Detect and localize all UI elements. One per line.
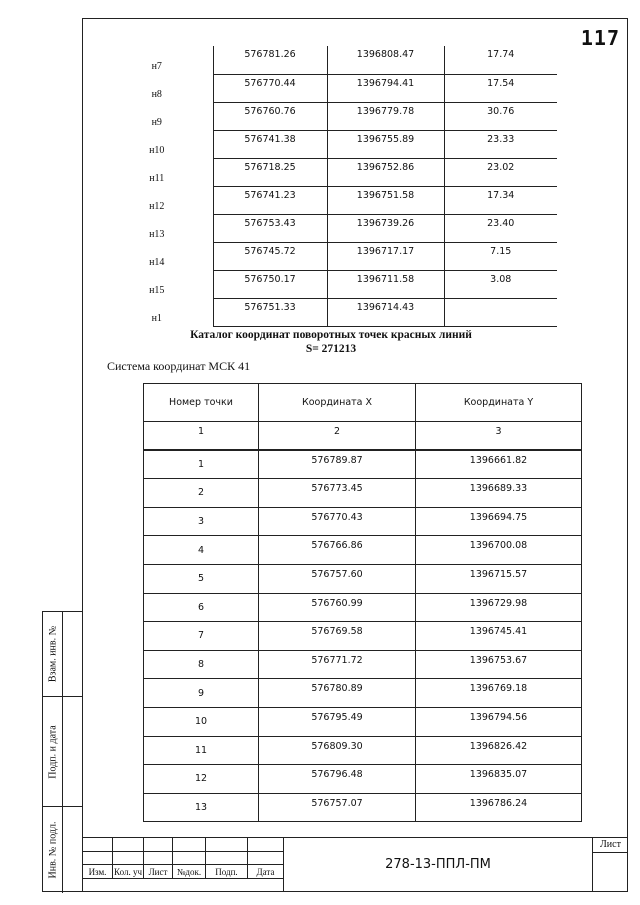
coord-x: 576789.87 <box>259 450 416 479</box>
coord-y: 1396714.43 <box>327 298 444 326</box>
coord-x: 576751.33 <box>213 298 327 326</box>
column-number: 1 <box>144 422 259 451</box>
table-row <box>101 214 557 242</box>
point-label: н9 <box>101 102 213 130</box>
point-number: 10 <box>144 707 259 736</box>
point-number: 12 <box>144 765 259 794</box>
coord-y: 1396711.58 <box>327 270 444 298</box>
distance: 23.33 <box>444 130 557 158</box>
coord-y: 1396694.75 <box>416 507 582 536</box>
coord-y: 1396729.98 <box>416 593 582 622</box>
coord-y: 1396779.78 <box>327 102 444 130</box>
point-label: н11 <box>101 158 213 186</box>
point-number: 9 <box>144 679 259 708</box>
coord-x: 576745.72 <box>213 242 327 270</box>
table-row <box>144 507 582 536</box>
margin-label-vzam: Взам. инв. № <box>47 625 58 683</box>
point-number: 5 <box>144 564 259 593</box>
table-row <box>144 650 582 679</box>
table-row <box>144 536 582 565</box>
document-code: 278-13-ППЛ-ПМ <box>283 837 593 892</box>
coord-y: 1396745.41 <box>416 622 582 651</box>
coord-x: 576773.45 <box>259 479 416 508</box>
top-coordinates-table <box>101 46 557 327</box>
binding-margin <box>42 611 82 892</box>
coord-x: 576757.60 <box>259 564 416 593</box>
table-header-row <box>144 384 582 422</box>
table-row <box>101 130 557 158</box>
point-label: н15 <box>101 270 213 298</box>
sheet-cell <box>593 837 628 892</box>
coord-x: 576769.58 <box>259 622 416 651</box>
coord-y: 1396751.58 <box>327 186 444 214</box>
point-label: н13 <box>101 214 213 242</box>
coord-y: 1396689.33 <box>416 479 582 508</box>
margin-label-inv: Инв. № подл. <box>47 821 58 879</box>
tb-label: Подп. <box>206 865 248 879</box>
coord-y: 1396717.17 <box>327 242 444 270</box>
coord-x: 576770.44 <box>213 74 327 102</box>
coord-y: 1396786.24 <box>416 793 582 822</box>
coord-y: 1396715.57 <box>416 564 582 593</box>
coord-y: 1396794.56 <box>416 707 582 736</box>
distance: 30.76 <box>444 102 557 130</box>
coord-y: 1396661.82 <box>416 450 582 479</box>
header-point-number: Номер точки <box>144 384 259 422</box>
distance <box>444 298 557 326</box>
point-label: н1 <box>101 298 213 326</box>
distance: 3.08 <box>444 270 557 298</box>
distance: 7.15 <box>444 242 557 270</box>
table-row <box>101 102 557 130</box>
catalog-table <box>143 383 582 822</box>
coord-x: 576766.86 <box>259 536 416 565</box>
point-number: 7 <box>144 622 259 651</box>
coord-y: 1396755.89 <box>327 130 444 158</box>
sheet-label: Лист <box>593 837 628 853</box>
coord-y: 1396826.42 <box>416 736 582 765</box>
catalog-heading <box>101 328 561 356</box>
distance: 23.02 <box>444 158 557 186</box>
coord-x: 576770.43 <box>259 507 416 536</box>
coord-x: 576753.43 <box>213 214 327 242</box>
point-label: н10 <box>101 130 213 158</box>
point-number: 8 <box>144 650 259 679</box>
coord-x: 576781.26 <box>213 46 327 74</box>
distance: 17.74 <box>444 46 557 74</box>
coord-y: 1396739.26 <box>327 214 444 242</box>
coord-y: 1396700.08 <box>416 536 582 565</box>
coord-x: 576760.76 <box>213 102 327 130</box>
point-label: н8 <box>101 74 213 102</box>
point-number: 4 <box>144 536 259 565</box>
coord-x: 576750.17 <box>213 270 327 298</box>
table-row <box>101 158 557 186</box>
page-number: 117 <box>580 26 620 50</box>
margin-label-podp: Подп. и дата <box>47 724 58 779</box>
table-row <box>101 74 557 102</box>
point-number: 11 <box>144 736 259 765</box>
coord-y: 1396794.41 <box>327 74 444 102</box>
margin-cell-vzam <box>43 612 83 697</box>
point-label: н12 <box>101 186 213 214</box>
coord-x: 576780.89 <box>259 679 416 708</box>
point-label: н14 <box>101 242 213 270</box>
column-number: 3 <box>416 422 582 451</box>
title-block-grid <box>82 837 284 879</box>
coord-y: 1396753.67 <box>416 650 582 679</box>
table-row <box>144 479 582 508</box>
table-row <box>144 622 582 651</box>
coord-x: 576757.07 <box>259 793 416 822</box>
table-row <box>101 270 557 298</box>
table-row <box>101 186 557 214</box>
tb-label: Кол. уч <box>114 866 142 877</box>
coord-x: 576771.72 <box>259 650 416 679</box>
point-number: 13 <box>144 793 259 822</box>
header-coord-y: Координата Y <box>416 384 582 422</box>
column-number: 2 <box>259 422 416 451</box>
table-row <box>101 46 557 74</box>
coord-x: 576741.23 <box>213 186 327 214</box>
tb-label: Изм. <box>83 865 113 879</box>
title-block <box>82 837 628 892</box>
coord-y: 1396769.18 <box>416 679 582 708</box>
table-row <box>144 707 582 736</box>
point-number: 3 <box>144 507 259 536</box>
coord-x: 576718.25 <box>213 158 327 186</box>
coord-x: 576795.49 <box>259 707 416 736</box>
coord-x: 576760.99 <box>259 593 416 622</box>
coord-x: 576796.48 <box>259 765 416 794</box>
table-row <box>101 298 557 326</box>
margin-cell-podp <box>43 697 83 807</box>
point-number: 6 <box>144 593 259 622</box>
margin-cell-inv <box>43 807 83 893</box>
coord-y: 1396835.07 <box>416 765 582 794</box>
table-row <box>144 736 582 765</box>
table-row <box>144 765 582 794</box>
coord-x: 576809.30 <box>259 736 416 765</box>
table-row <box>144 450 582 479</box>
table-row <box>144 793 582 822</box>
distance: 17.34 <box>444 186 557 214</box>
catalog-area: S= 271213 <box>305 343 357 355</box>
tb-label: Лист <box>144 865 173 879</box>
header-coord-x: Координата X <box>259 384 416 422</box>
table-row <box>144 564 582 593</box>
table-row <box>144 593 582 622</box>
coord-x: 576741.38 <box>213 130 327 158</box>
distance: 17.54 <box>444 74 557 102</box>
point-number: 1 <box>144 450 259 479</box>
title-block-labels <box>83 865 284 879</box>
table-row <box>101 242 557 270</box>
point-number: 2 <box>144 479 259 508</box>
distance: 23.40 <box>444 214 557 242</box>
coord-y: 1396808.47 <box>327 46 444 74</box>
column-number-row <box>144 422 582 451</box>
table-row <box>144 679 582 708</box>
coord-y: 1396752.86 <box>327 158 444 186</box>
tb-label: Дата <box>248 865 284 879</box>
catalog-title: Каталог координат поворотных точек красных линий <box>190 329 472 341</box>
coordinate-system: Система координат МСК 41 <box>107 359 251 373</box>
point-label: н7 <box>101 46 213 74</box>
tb-label: №док. <box>173 865 206 879</box>
